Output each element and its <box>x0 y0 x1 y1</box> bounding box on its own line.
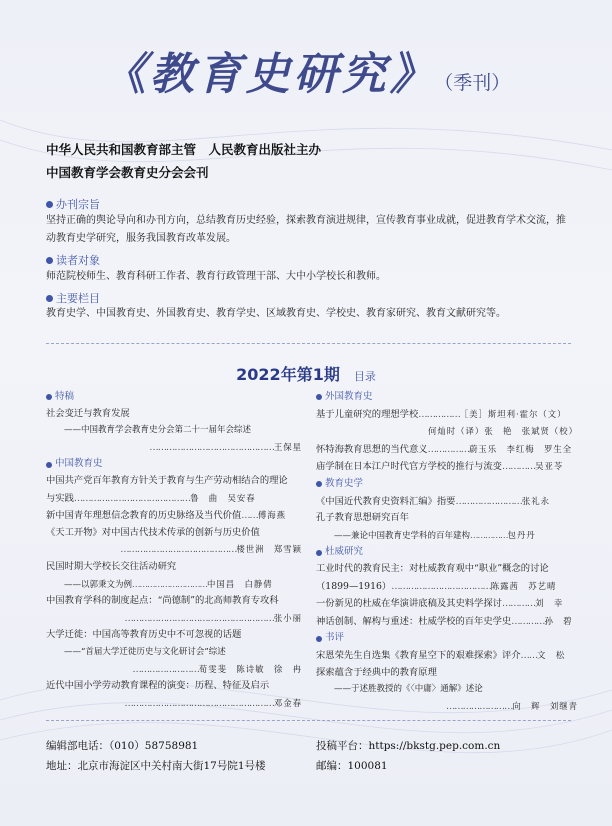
bullet-icon <box>46 201 53 208</box>
section-divider <box>46 343 571 344</box>
toc-entry-author: 何灿时（译）张 艳 张斌贤（校） <box>428 426 578 437</box>
editorial-phone: 编辑部电话：（010）58758981 <box>46 740 199 752</box>
bullet-icon <box>316 550 322 556</box>
toc-entry-author: ——兼论中国教育史学科的百年建构……………包丹丹 <box>334 529 536 541</box>
columns-text: 教育史学、中国教育史、外国教育史、教育学史、区域教育史、学校史、教育家研究、教育文献研究等。 <box>46 308 506 319</box>
toc-entry[interactable]: 新中国青年理想信念教育的历史脉络及当代价值……傅海燕 <box>46 510 286 522</box>
toc-entry[interactable]: 庙学制在日本江户时代官方学校的推行与流变…………吴亚苓 <box>316 461 564 473</box>
toc-entry[interactable]: 一份新见的杜威在华演讲底稿及其史料学探讨…………刘 幸 <box>316 598 564 610</box>
foreign-heading: 外国教育史 <box>316 389 578 406</box>
purpose-heading: 办刊宗旨 <box>46 196 100 212</box>
toc-entry-author: ………………………………………王保星 <box>149 441 302 453</box>
submission-website[interactable]: 投稿平台：https://bkstg.pep.com.cn <box>316 740 501 752</box>
toc-entry[interactable]: 工业时代的教育民主：对杜威教育观中“职业”概念的讨论 <box>316 562 549 574</box>
toc-entry[interactable]: 社会变迁与教育发展 <box>46 407 130 419</box>
purpose-text: 坚持正确的舆论导向和办刊方向，总结教育历史经验，探索教育演进规律，宣传教育事业成就，促进教育学术交流，推 动教育史学研究，服务我国教育改革发展。 <box>46 215 566 244</box>
toc-left-column <box>46 389 302 712</box>
special-heading: 特稿 <box>46 389 302 406</box>
journal-frequency: （季刊） <box>443 72 511 94</box>
toc-entry-subtitle: ——“首届大学迁徙历史与文化研讨会”综述 <box>64 646 226 657</box>
toc-entry-author: ………………………………………………邓金春 <box>124 697 302 709</box>
toc-entry-author: （1899—1916）………………………………陈露茜 苏艺晴 <box>316 580 557 592</box>
toc-entry[interactable]: 民国时期大学校长交往活动研究 <box>46 560 177 572</box>
postcode: 邮编：100081 <box>316 760 388 772</box>
toc-entry[interactable]: 怀特海教育思想的当代意义……………蔚玉乐 李红梅 罗生全 <box>316 443 573 455</box>
toc-entry-author: ——以郭秉文为例…………………………中国昌 白静倩 <box>64 578 273 590</box>
editorial-address: 地址：北京市海淀区中关村南大街17号院1号楼 <box>46 760 266 772</box>
toc-entry[interactable]: 《天工开物》对中国古代技术传承的创新与历史价值 <box>46 526 260 538</box>
footer-submission <box>316 736 500 776</box>
toc-entry-author: 与实践……………………………………鲁 曲 吴安春 <box>46 492 256 504</box>
bullet-icon <box>46 462 52 468</box>
bullet-icon <box>46 295 53 302</box>
footer-contact <box>46 736 266 776</box>
toc-entry-author: ……………………………………楼世洲 郑雪颖 <box>120 544 302 556</box>
toc-entry[interactable]: 孔子教育思想研究百年 <box>316 512 409 524</box>
toc-entry-author: ……………………向 辉 刘继青 <box>446 700 578 712</box>
review-heading: 书评 <box>316 630 578 647</box>
toc-entry-author: ……………………荀雯斐 陈诗敏 徐 冉 <box>132 663 302 675</box>
toc-entry-subtitle: ——于述胜教授的《〈中庸〉通解》述论 <box>334 684 483 695</box>
journal-name: 《教育史研究》 <box>101 49 438 100</box>
toc-entry[interactable]: 《中国近代教育史资料汇编》指要……………………张礼永 <box>316 495 550 507</box>
toc-entry[interactable]: 宋恩荣先生自选集《教育星空下的艰难探索》评介……文 松 <box>316 649 566 661</box>
dewey-heading: 杜威研究 <box>316 544 578 561</box>
society-line: 中国教育学会教育史分会会刊 <box>46 165 209 180</box>
bullet-icon <box>316 394 322 400</box>
china-heading: 中国教育史 <box>46 456 302 473</box>
toc-entry[interactable]: 大学迁徙：中国高等教育历史中不可忽视的话题 <box>46 629 242 641</box>
toc-entry[interactable]: 中国教育学科的制度起点：“尚德制”的北高师教育专攻科 <box>46 595 279 607</box>
readers-heading: 读者对象 <box>46 252 100 268</box>
sponsor-line: 中华人民共和国教育部主管 人民教育出版社主办 <box>46 142 322 157</box>
footer-divider <box>46 720 571 721</box>
toc-entry[interactable]: 中国共产党百年教育方针关于教育与生产劳动相结合的理论 <box>46 474 288 486</box>
history-heading: 教育史学 <box>316 476 578 493</box>
bullet-icon <box>46 257 53 264</box>
issue-header <box>0 362 612 385</box>
toc-label: 目录 <box>353 370 376 383</box>
columns-heading: 主要栏目 <box>46 290 100 306</box>
journal-title <box>0 38 612 102</box>
readers-text: 师范院校师生、教育科研工作者、教育行政管理干部、大中小学校长和教师。 <box>46 271 386 282</box>
toc-entry[interactable]: 探索蕴含于经典中的教育原理 <box>316 666 437 678</box>
toc-right-column <box>316 389 578 715</box>
bullet-icon <box>316 481 322 487</box>
toc-entry[interactable]: 基于儿童研究的理想学校……………［美］斯坦利·霍尔（文） <box>316 408 567 420</box>
toc-entry[interactable]: 近代中国小学劳动教育课程的演变：历程、特征及启示 <box>46 680 270 692</box>
toc-entry-subtitle: ——中国教育学会教育史分会第二十一届年会综述 <box>64 425 252 436</box>
bullet-icon <box>316 636 322 642</box>
toc-entry[interactable]: 神话创制、解构与重述：杜威学校的百年史学史…………孙 碧 <box>316 615 573 627</box>
bullet-icon <box>46 394 52 400</box>
issue-number: 2022年第1期 <box>236 365 340 384</box>
toc-entry-author: ………………………………………………张小丽 <box>124 612 302 624</box>
